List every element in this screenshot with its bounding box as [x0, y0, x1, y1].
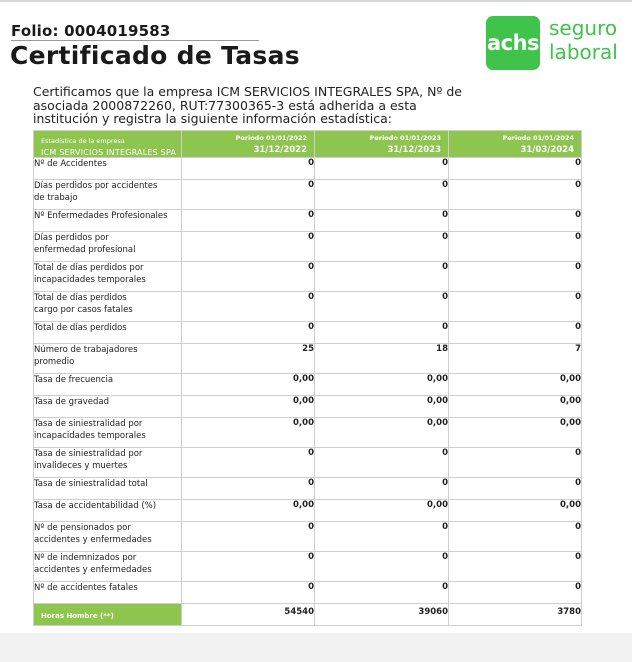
- row-label: Total de días perdidos cargo por casos fatales: [34, 292, 182, 322]
- row-label: Nº Enfermedades Profesionales: [34, 210, 182, 232]
- row-value: 0,00: [315, 500, 449, 522]
- table-row: [34, 522, 582, 552]
- table-row: [34, 158, 582, 180]
- logo-line-2: laboral: [549, 40, 618, 64]
- row-value: 7: [449, 344, 582, 374]
- row-value: 0: [449, 232, 582, 262]
- row-label: Nº de Accidentes: [34, 158, 182, 180]
- row-value: 0: [315, 262, 449, 292]
- row-value: 0: [315, 210, 449, 232]
- period-start: Periodo 01/01/2024: [502, 134, 574, 142]
- achs-logo-mark: achs: [486, 16, 540, 70]
- bottom-band: [0, 633, 632, 662]
- achs-logo-text: [549, 16, 618, 64]
- table-row: [34, 232, 582, 262]
- table-row: [34, 344, 582, 374]
- row-value: 0: [315, 448, 449, 478]
- row-value: 0: [315, 292, 449, 322]
- row-value: 0,00: [449, 500, 582, 522]
- row-value: 18: [315, 344, 449, 374]
- row-value: 0: [449, 262, 582, 292]
- table-row: [34, 210, 582, 232]
- period-start: Periodo 01/01/2023: [369, 134, 441, 142]
- header-company-name: ICM SERVICIOS INTEGRALES SPA: [41, 148, 177, 157]
- row-label: Tasa de siniestralidad por incapacidades temporales: [34, 418, 182, 448]
- header-company: [34, 131, 182, 158]
- row-value: 0,00: [182, 418, 315, 448]
- row-value: 0: [182, 180, 315, 210]
- row-value: 0,00: [182, 374, 315, 396]
- row-label: Nº de pensionados por accidentes y enfermedades: [34, 522, 182, 552]
- row-value: 0: [182, 582, 315, 604]
- intro-paragraph: Certificamos que la empresa ICM SERVICIOS INTEGRALES SPA, Nº de asociada 2000872260, RUT:77300365-3 está adherida a esta institución y registra la siguiente información estadística:: [33, 84, 462, 126]
- footer-value: 54540: [182, 604, 315, 626]
- table-footer-row: [34, 604, 582, 626]
- row-value: 0: [182, 158, 315, 180]
- row-value: 0: [182, 322, 315, 344]
- row-label: Tasa de siniestralidad total: [34, 478, 182, 500]
- header-company-caption: Estadística de la empresa: [41, 137, 125, 145]
- row-value: 0: [315, 158, 449, 180]
- row-value: 0,00: [315, 374, 449, 396]
- row-label: Tasa de gravedad: [34, 396, 182, 418]
- row-value: 0: [315, 478, 449, 500]
- row-value: 0: [182, 232, 315, 262]
- document-title: Certificado de Tasas: [10, 41, 300, 70]
- table-row: [34, 292, 582, 322]
- row-value: 0: [182, 478, 315, 500]
- row-label: Total de días perdidos: [34, 322, 182, 344]
- period-end: 31/12/2023: [387, 145, 441, 155]
- row-value: 0: [182, 292, 315, 322]
- row-value: 0: [182, 210, 315, 232]
- table-row: [34, 180, 582, 210]
- header-period-2022: [182, 131, 315, 158]
- table-row: [34, 262, 582, 292]
- row-value: 0,00: [449, 396, 582, 418]
- row-value: 0: [449, 210, 582, 232]
- table-row: [34, 500, 582, 522]
- row-label: Tasa de frecuencia: [34, 374, 182, 396]
- row-value: 0: [449, 322, 582, 344]
- row-label: Tasa de accidentabilidad (%): [34, 500, 182, 522]
- row-value: 0: [315, 552, 449, 582]
- logo-line-1: seguro: [549, 16, 618, 40]
- row-value: 0: [315, 522, 449, 552]
- row-label: Nº de accidentes fatales: [34, 582, 182, 604]
- table-row: [34, 396, 582, 418]
- row-value: 0: [449, 478, 582, 500]
- row-value: 0: [182, 262, 315, 292]
- table-row: [34, 374, 582, 396]
- top-rule: [0, 0, 632, 2]
- row-value: 0,00: [449, 374, 582, 396]
- footer-label: Horas Hombre (**): [34, 604, 182, 626]
- row-label: Días perdidos por accidentes de trabajo: [34, 180, 182, 210]
- row-value: 0,00: [182, 500, 315, 522]
- footer-value: 39060: [315, 604, 449, 626]
- row-value: 0: [449, 292, 582, 322]
- row-value: 0: [449, 552, 582, 582]
- statistics-table: [33, 130, 582, 626]
- footer-value: 3780: [449, 604, 582, 626]
- row-value: 0,00: [315, 396, 449, 418]
- row-label: Total de días perdidos por incapacidades temporales: [34, 262, 182, 292]
- period-end: 31/03/2024: [520, 145, 574, 155]
- table-row: [34, 582, 582, 604]
- table-row: [34, 322, 582, 344]
- row-label: Tasa de siniestralidad por invalideces y muertes: [34, 448, 182, 478]
- table-row: [34, 478, 582, 500]
- row-value: 0: [315, 232, 449, 262]
- table-row: [34, 448, 582, 478]
- header-period-2023: [315, 131, 449, 158]
- row-value: 0: [449, 522, 582, 552]
- row-value: 0: [315, 180, 449, 210]
- row-label: Días perdidos por enfermedad profesional: [34, 232, 182, 262]
- row-label: Número de trabajadores promedio: [34, 344, 182, 374]
- row-value: 0: [449, 158, 582, 180]
- row-label: Nº de indemnizados por accidentes y enfermedades: [34, 552, 182, 582]
- row-value: 0,00: [315, 418, 449, 448]
- table-header-row: [34, 131, 582, 158]
- row-value: 25: [182, 344, 315, 374]
- row-value: 0,00: [449, 418, 582, 448]
- row-value: 0: [182, 552, 315, 582]
- period-start: Periodo 01/01/2022: [235, 134, 307, 142]
- row-value: 0: [449, 448, 582, 478]
- row-value: 0: [182, 522, 315, 552]
- row-value: 0: [449, 582, 582, 604]
- row-value: 0,00: [182, 396, 315, 418]
- header-period-2024: [449, 131, 582, 158]
- row-value: 0: [315, 322, 449, 344]
- table-row: [34, 418, 582, 448]
- period-end: 31/12/2022: [253, 145, 307, 155]
- row-value: 0: [449, 180, 582, 210]
- row-value: 0: [182, 448, 315, 478]
- folio-number: Folio: 0004019583: [11, 22, 171, 40]
- row-value: 0: [315, 582, 449, 604]
- table-row: [34, 552, 582, 582]
